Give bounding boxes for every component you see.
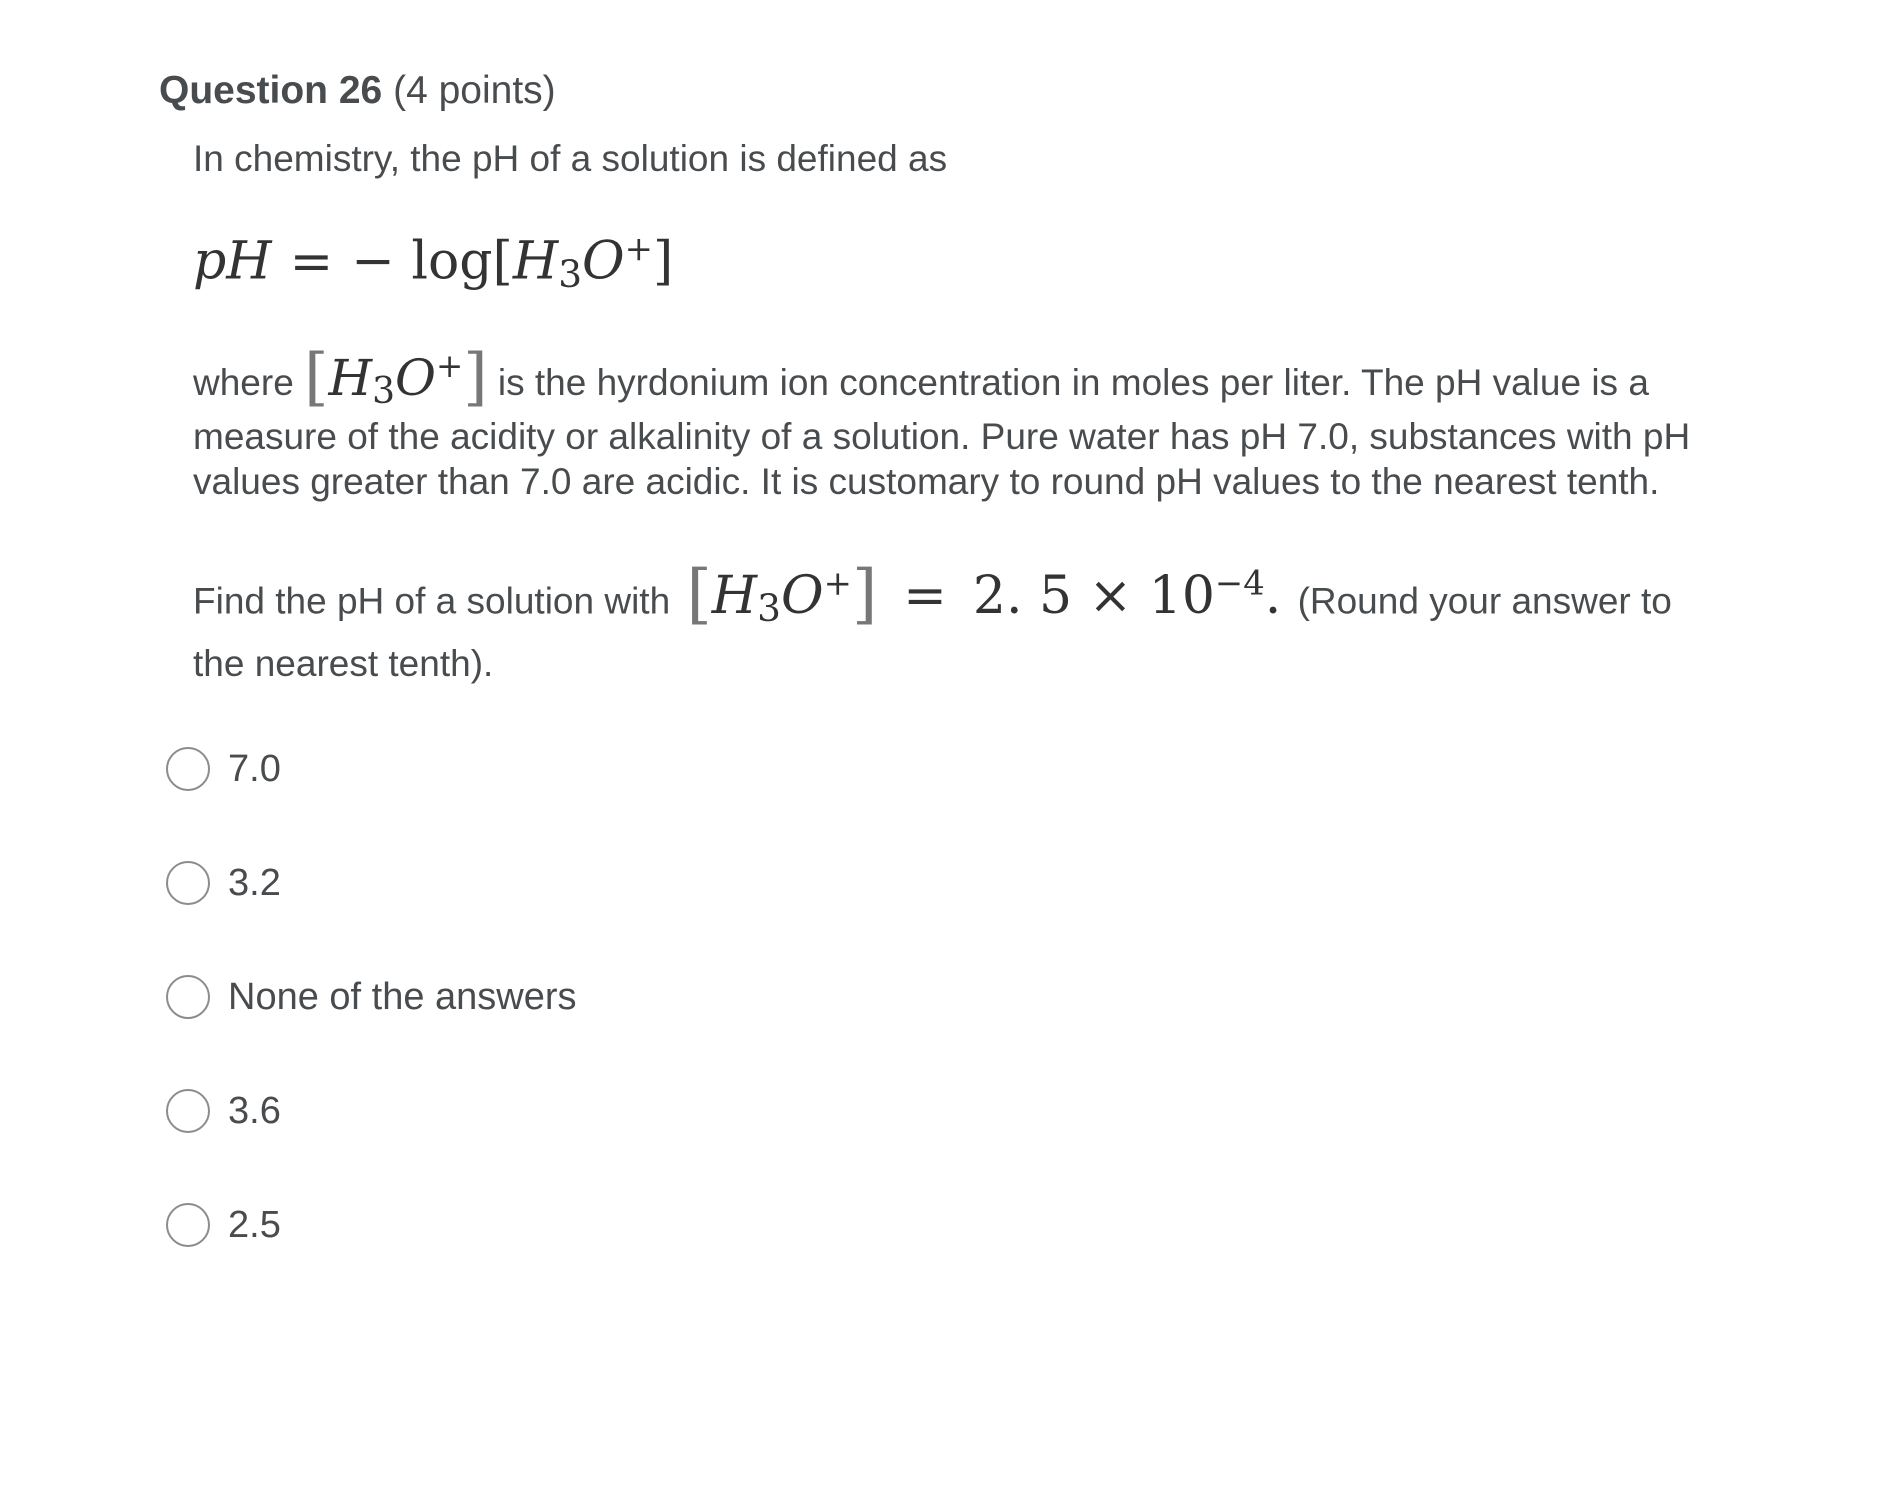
- option-label: 7.0: [228, 747, 281, 790]
- formula-sup: +: [624, 229, 653, 268]
- definition-text: is the hyrdonium ion concentration in moles per liter. The pH value is a measure of the acidity or alkalinity of a solution. Pure water has pH 7.0, substances with pH values greater than 7.0 are acidic. It is customary to round pH values to the nearest tenth.: [193, 361, 1691, 502]
- option-3-2[interactable]: [166, 858, 1693, 908]
- option-label: 3.6: [228, 1089, 281, 1132]
- option-2-5[interactable]: [166, 1200, 1693, 1250]
- hydronium-inline: $[H_3O^+]$: [304, 339, 488, 413]
- radio-button[interactable]: [166, 1089, 210, 1133]
- question-title: Question 26: [159, 69, 383, 112]
- question-header: [159, 66, 1759, 116]
- where-prefix: where: [193, 361, 294, 403]
- ph-formula: pH = − $\log[H_3O^+]$: [193, 229, 674, 296]
- option-label: None of the answers: [228, 975, 577, 1018]
- formula-lhs: pH: [193, 231, 272, 292]
- radio-button[interactable]: [166, 861, 210, 905]
- formula-log: − log: [351, 231, 493, 292]
- find-suffix: (Round your answer to the nearest tenth).: [193, 580, 1672, 685]
- option-label: 2.5: [228, 1203, 281, 1246]
- question-intro: In chemistry, the pH of a solution is defined as: [193, 138, 948, 179]
- question-definition: [193, 339, 1693, 504]
- radio-button[interactable]: [166, 1203, 210, 1247]
- radio-button[interactable]: [166, 975, 210, 1019]
- find-prefix: Find the pH of a solution with: [193, 580, 671, 622]
- formula-o: O: [582, 231, 625, 292]
- hydronium-value: $[H_3O^+] = 2$. $5 \times 10^{-4}$.: [686, 557, 1282, 633]
- option-none[interactable]: [166, 972, 1693, 1022]
- question-body: [193, 136, 1693, 1250]
- question-prompt: [193, 556, 1693, 693]
- answer-options: [166, 744, 1693, 1250]
- option-label: 3.2: [228, 861, 281, 904]
- formula-h: H: [512, 231, 559, 292]
- option-3-6[interactable]: [166, 1086, 1693, 1136]
- radio-button[interactable]: [166, 747, 210, 791]
- formula-equals: =: [289, 231, 334, 292]
- question-points: (4 points): [393, 69, 556, 112]
- formula-sub: 3: [558, 251, 583, 296]
- question-container: [159, 66, 1759, 1314]
- option-7-0[interactable]: [166, 744, 1693, 794]
